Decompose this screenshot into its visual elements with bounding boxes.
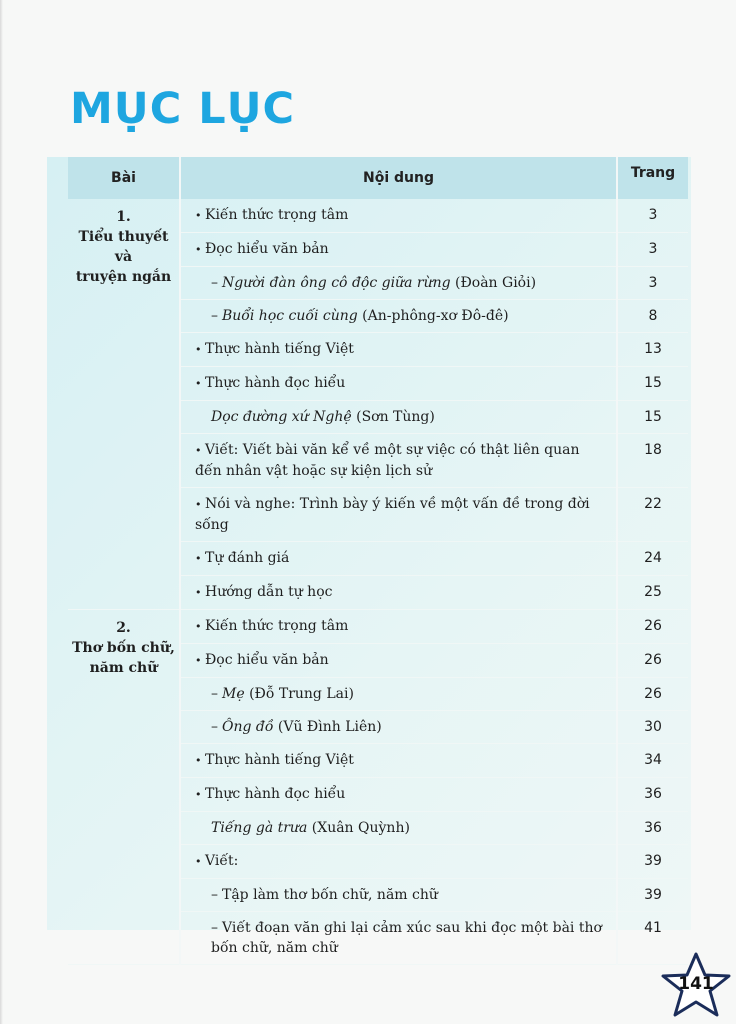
page-ref: 24 (617, 542, 688, 576)
lesson-name-line: và (114, 249, 133, 265)
page-ref: 36 (617, 812, 688, 845)
entry-text: Tự đánh giá (205, 550, 290, 566)
work-author: (Xuân Quỳnh) (307, 820, 410, 836)
dash-icon: – (211, 920, 218, 936)
page-title: MỤC LỤC (70, 84, 296, 134)
page-ref: 34 (617, 744, 688, 778)
entry-text: Kiến thức trọng tâm (205, 618, 349, 634)
bullet-icon: • (195, 654, 202, 667)
toc-entry (180, 333, 617, 367)
work-title: Buổi học cuối cùng (222, 308, 358, 324)
toc-body (68, 199, 688, 965)
toc-row (68, 199, 688, 233)
bullet-icon: • (195, 620, 202, 633)
dash-icon: – (211, 308, 218, 324)
entry-text: Thực hành đọc hiểu (205, 375, 346, 391)
lesson-name-line: năm chữ (89, 660, 158, 676)
header-lesson: Bài (68, 157, 180, 199)
toc-entry (180, 678, 617, 711)
work-author: (Đoàn Giỏi) (450, 275, 537, 291)
work-title: Tiếng gà trưa (211, 820, 308, 836)
work-title: Mẹ (222, 686, 245, 702)
bullet-icon: • (195, 754, 202, 767)
bullet-icon: • (195, 209, 202, 222)
entry-text: Viết: (205, 853, 239, 869)
work-author: (Sơn Tùng) (351, 409, 435, 425)
bullet-icon: • (195, 498, 202, 511)
bullet-icon: • (195, 855, 202, 868)
entry-text: Viết: Viết bài văn kể về một sự việc có thật liên quan đến nhân vật hoặc sự kiện lịch sử (195, 442, 580, 479)
toc-entry (180, 812, 617, 845)
toc-entry (180, 199, 617, 233)
toc-entry (180, 542, 617, 576)
entry-text: Kiến thức trọng tâm (205, 207, 349, 223)
bullet-icon: • (195, 343, 202, 356)
toc-entry (180, 744, 617, 778)
toc-entry (180, 367, 617, 401)
page-ref: 3 (617, 199, 688, 233)
page-number: 141 (678, 974, 714, 994)
entry-text: Đọc hiểu văn bản (205, 241, 329, 257)
lesson-cell (68, 610, 180, 965)
toc-header-row (68, 157, 688, 199)
toc-entry (180, 644, 617, 678)
page-ref: 15 (617, 367, 688, 401)
toc-entry (180, 576, 617, 610)
page-ref: 22 (617, 488, 688, 542)
bullet-icon: • (195, 377, 202, 390)
lesson-number: 2. (116, 620, 131, 636)
dash-icon: – (211, 887, 218, 903)
page-edge (0, 0, 3, 1024)
entry-text: Nói và nghe: Trình bày ý kiến về một vấn đề trong đời sống (195, 496, 590, 533)
lesson-name-line: Thơ bốn chữ, (72, 640, 175, 656)
entry-text: Tập làm thơ bốn chữ, năm chữ (222, 887, 438, 903)
toc-entry (180, 845, 617, 879)
header-page: Trang (617, 157, 688, 199)
toc-table (68, 157, 688, 965)
work-author: (Vũ Đình Liên) (273, 719, 382, 735)
entry-text: Thực hành tiếng Việt (205, 752, 354, 768)
page-ref: 39 (617, 879, 688, 912)
page-ref: 13 (617, 333, 688, 367)
entry-text: Thực hành đọc hiểu (205, 786, 346, 802)
toc-entry (180, 488, 617, 542)
header-content: Nội dung (180, 157, 617, 199)
work-author: (An-phông-xơ Đô-đê) (357, 308, 509, 324)
toc-entry (180, 778, 617, 812)
toc-entry (180, 233, 617, 267)
page-ref: 41 (617, 912, 688, 965)
entry-text: Thực hành tiếng Việt (205, 341, 354, 357)
toc-row (68, 610, 688, 644)
page-ref: 3 (617, 267, 688, 300)
page-ref: 15 (617, 401, 688, 434)
bullet-icon: • (195, 788, 202, 801)
entry-text: Viết đoạn văn ghi lại cảm xúc sau khi đọc một bài thơ bốn chữ, năm chữ (211, 920, 602, 956)
page-ref: 30 (617, 711, 688, 744)
bullet-icon: • (195, 552, 202, 565)
toc-entry (180, 300, 617, 333)
page-ref: 36 (617, 778, 688, 812)
dash-icon: – (211, 686, 218, 702)
toc-entry (180, 912, 617, 965)
page-ref: 26 (617, 610, 688, 644)
page-ref: 25 (617, 576, 688, 610)
work-title: Dọc đường xứ Nghệ (211, 409, 352, 425)
toc-entry (180, 610, 617, 644)
toc-entry (180, 711, 617, 744)
bullet-icon: • (195, 586, 202, 599)
work-author: (Đỗ Trung Lai) (244, 686, 354, 702)
lesson-name-line: truyện ngắn (75, 269, 172, 285)
page-ref: 3 (617, 233, 688, 267)
page-ref: 39 (617, 845, 688, 879)
lesson-name-line: Tiểu thuyết (78, 229, 169, 245)
toc-entry (180, 879, 617, 912)
bullet-icon: • (195, 444, 202, 457)
dash-icon: – (211, 275, 218, 291)
lesson-number: 1. (116, 209, 131, 225)
page-ref: 8 (617, 300, 688, 333)
page-ref: 18 (617, 434, 688, 488)
page-ref: 26 (617, 644, 688, 678)
lesson-cell (68, 199, 180, 610)
work-title: Ông đồ (222, 719, 274, 735)
toc-entry (180, 401, 617, 434)
entry-text: Đọc hiểu văn bản (205, 652, 329, 668)
toc-entry (180, 434, 617, 488)
toc-entry (180, 267, 617, 300)
dash-icon: – (211, 719, 218, 735)
bullet-icon: • (195, 243, 202, 256)
page-ref: 26 (617, 678, 688, 711)
entry-text: Hướng dẫn tự học (205, 584, 333, 600)
work-title: Người đàn ông cô độc giữa rừng (222, 275, 451, 291)
